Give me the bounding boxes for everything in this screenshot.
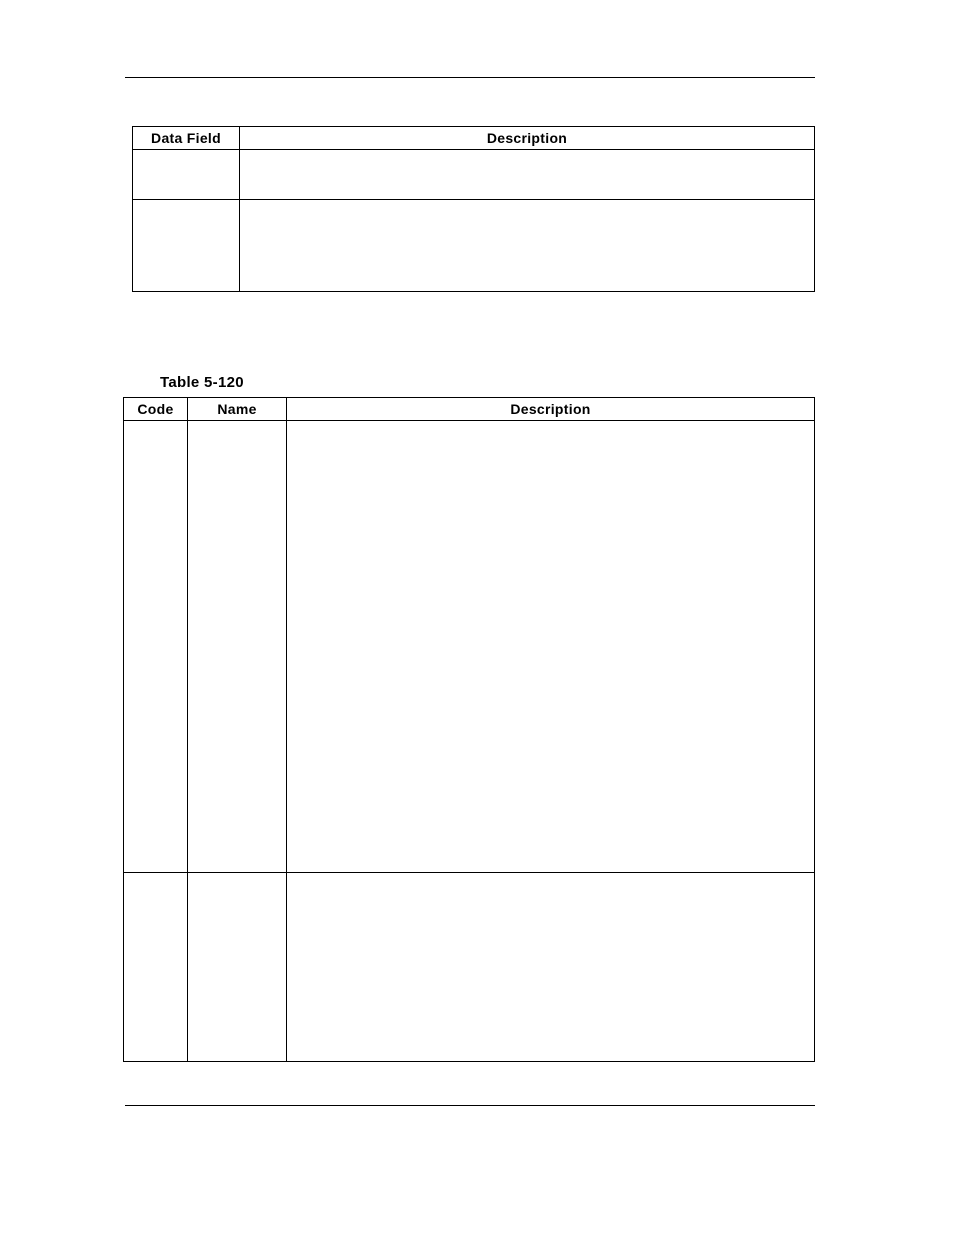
description-cell [240, 200, 815, 292]
table-header-row [124, 398, 815, 421]
table-row [124, 873, 815, 1062]
field-cell [133, 200, 240, 292]
code-cell [124, 421, 188, 873]
table-header-row [133, 127, 815, 150]
data-field-table [132, 126, 815, 292]
footer-rule [125, 1105, 815, 1106]
name-cell [188, 873, 287, 1062]
code-cell [124, 873, 188, 1062]
table-row [133, 150, 815, 200]
description-cell [240, 150, 815, 200]
description-cell [287, 873, 815, 1062]
column-header-data-field: Data Field [133, 127, 240, 150]
column-header-description: Description [287, 398, 815, 421]
table-caption: Table 5-120 [160, 374, 244, 391]
code-table [123, 397, 815, 1062]
table-row [124, 421, 815, 873]
column-header-description: Description [240, 127, 815, 150]
field-cell [133, 150, 240, 200]
column-header-code: Code [124, 398, 188, 421]
column-header-name: Name [188, 398, 287, 421]
table-row [133, 200, 815, 292]
name-cell [188, 421, 287, 873]
description-cell [287, 421, 815, 873]
header-rule [125, 77, 815, 78]
